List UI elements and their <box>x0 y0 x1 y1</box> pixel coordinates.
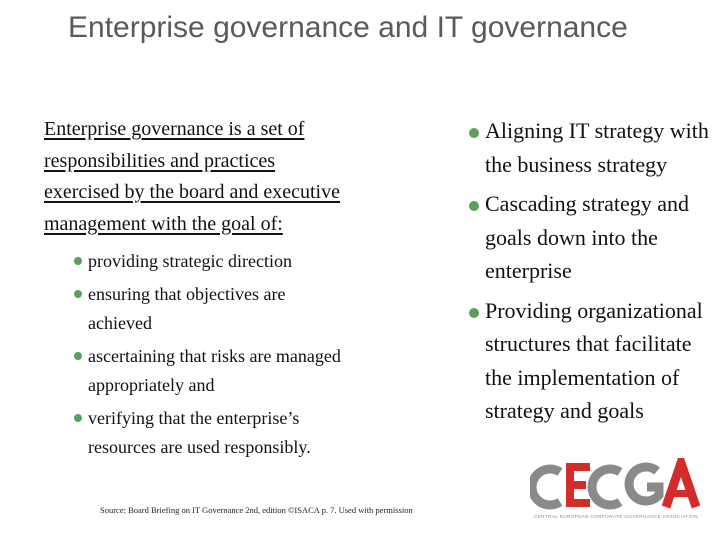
it-governance-list <box>464 114 714 428</box>
right-column <box>464 114 714 434</box>
list-item: providing strategic direction <box>44 247 344 277</box>
list-item: ascertaining that risks are managed appropriately and <box>44 342 344 401</box>
bullet-icon <box>74 290 82 298</box>
list-item: Aligning IT strategy with the business strategy <box>464 114 714 181</box>
bullet-icon <box>74 257 82 265</box>
bullet-icon <box>469 128 479 138</box>
list-item: verifying that the enterprise’s resources are used responsibly. <box>44 404 344 463</box>
source-note: Source: Board Briefing on IT Governance 2nd, edition ©ISACA p. 7. Used with permission <box>100 505 413 515</box>
logo-tagline: CENTRAL EUROPEAN CORPORATE GOVERNANCE ASSOCIATION <box>534 514 698 519</box>
bullet-icon <box>469 201 479 211</box>
bullet-icon <box>469 308 479 318</box>
list-item: ensuring that objectives are achieved <box>44 280 344 339</box>
goal-list <box>44 247 344 463</box>
bullet-icon <box>74 352 82 360</box>
bullet-icon <box>74 414 82 422</box>
cecga-logo <box>530 458 700 522</box>
intro-text: Enterprise governance is a set of responsibilities and practices exercised by the board and executive management with the goal of: <box>44 118 340 235</box>
list-item: Providing organizational structures that facilitate the implementation of strategy and goals <box>464 294 714 428</box>
slide-title: Enterprise governance and IT governance <box>68 11 628 44</box>
left-column <box>44 114 344 466</box>
list-item: Cascading strategy and goals down into the enterprise <box>464 187 714 288</box>
